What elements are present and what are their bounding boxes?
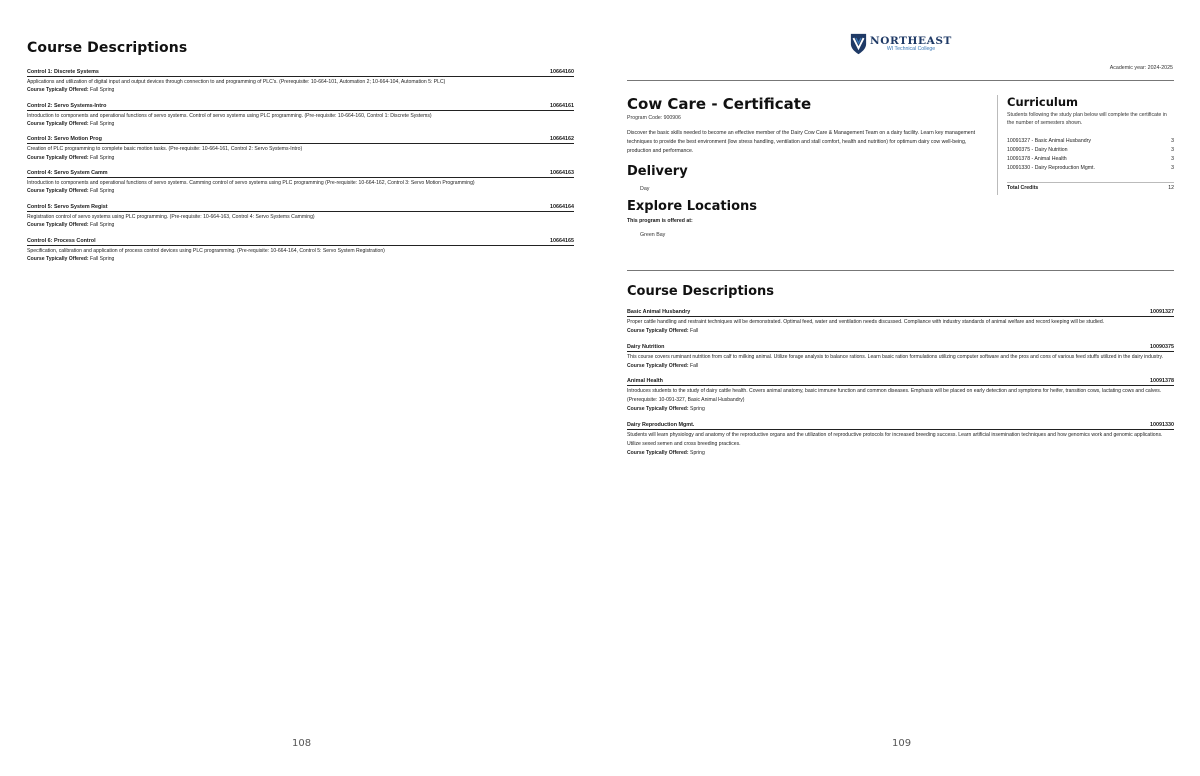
course-title: Control 6: Process Control: [27, 237, 96, 244]
course-offered: [627, 449, 1174, 457]
course-entry: [27, 103, 574, 128]
course-description: Introduction to components and operational functions of servo systems. Control of servo systems using PLC programming. (Pre-requisite: 10-664-160, Control 1: Discrete Systems): [27, 112, 432, 119]
course-description: Creation of PLC programming to complete basic motion tasks. (Pre-requisite: 10-664-161, Control 2: Servo Systems-Intro): [27, 146, 303, 153]
curriculum-course: 10090375 - Dairy Nutrition: [1007, 146, 1068, 153]
logo-wordmark: [870, 36, 952, 53]
page-number: 109: [892, 738, 912, 749]
offered-label: Course Typically Offered:: [627, 362, 689, 369]
course-offered: [27, 187, 574, 195]
course-title: Control 4: Servo System Camm: [27, 170, 108, 177]
program-code: Program Code: 900906: [627, 115, 681, 121]
course-code: 10664164: [550, 203, 574, 210]
course-header: [27, 204, 574, 212]
offered-terms: Spring: [690, 406, 705, 413]
curriculum-divider: [997, 95, 998, 195]
course-title: Basic Animal Husbandry: [627, 309, 691, 315]
offered-at-label: This program is offered at:: [627, 218, 693, 225]
course-header: [27, 170, 574, 178]
course-description: Applications and utilization of digital input and output devices through connection to and programming of PLC's. (Prerequisite: 10-664-101, Automation 2; 10-664-104, Automation 5: PLC): [27, 79, 446, 85]
curriculum-row: [1007, 155, 1174, 164]
delivery-heading: Delivery: [627, 164, 688, 180]
course-offered: [27, 221, 574, 229]
course-offered: [27, 255, 574, 263]
course-entry: [27, 170, 574, 195]
course-title: Control 5: Servo System Regist: [27, 203, 108, 210]
course-title: Control 1: Discrete Systems: [27, 69, 99, 75]
course-header: [27, 238, 574, 246]
offered-label: Course Typically Offered:: [27, 255, 89, 262]
left-section-heading: Course Descriptions: [27, 40, 188, 56]
total-credits-label: Total Credits: [1007, 184, 1039, 191]
curriculum-row: [1007, 146, 1174, 155]
section-rule: [627, 270, 1174, 271]
course-title: Animal Health: [627, 378, 663, 385]
curriculum-credits: 3: [1171, 146, 1174, 153]
delivery-value: Day: [640, 186, 650, 193]
offered-terms: Fall Spring: [90, 154, 115, 161]
curriculum-credits: 3: [1171, 164, 1174, 171]
course-description: Specification, calibration and application of process control devices using PLC programming. (Pre-requisite: 10-664-164, Control 5: Servo System Registration): [27, 247, 385, 254]
offered-terms: Fall Spring: [90, 87, 115, 94]
course-header: [27, 69, 574, 77]
course-code: 10664162: [550, 136, 574, 143]
curriculum-credits: 3: [1171, 155, 1174, 162]
curriculum-list: [1007, 137, 1174, 173]
course-offered: [27, 120, 574, 128]
offered-label: Course Typically Offered:: [27, 154, 89, 161]
offered-terms: Fall Spring: [90, 222, 115, 229]
shield-logo-icon: [850, 33, 867, 55]
offered-label: Course Typically Offered:: [627, 406, 689, 413]
course-entry: [627, 378, 1174, 413]
header-rule: [627, 80, 1174, 81]
course-code: 10090375: [1150, 343, 1174, 350]
curriculum-panel: [1007, 95, 1174, 191]
course-title: Dairy Nutrition: [627, 343, 665, 350]
offered-terms: Fall Spring: [90, 120, 115, 127]
left-course-list: [27, 69, 574, 263]
course-description: This course covers ruminant nutrition from calf to milking animal. Utilize forage analysis to balance rations. Learn basic ration formulations utilizing computer software and the pros and cons of various feed stuffs utilized in the dairy industry.: [627, 353, 1164, 360]
curriculum-credits: 3: [1171, 137, 1174, 144]
course-entry: [27, 204, 574, 229]
course-title: Control 2: Servo Systems-Intro: [27, 102, 107, 109]
right-course-list: [627, 309, 1174, 457]
course-header: [627, 309, 1174, 317]
course-code: 10664160: [550, 69, 574, 75]
course-code: 10664161: [550, 102, 574, 109]
course-offered: [627, 362, 1174, 370]
course-description: Introduces students to the study of dairy cattle health. Covers animal anatomy, basic immune function and common diseases. Emphasis will be placed on early detection and symptoms for heifer, transition cows, lactating cows and calves. (Prerequisite: 10-091-327, Basic Animal Husbandry): [627, 388, 1162, 404]
curriculum-course: 10091330 - Dairy Reproduction Mgmt.: [1007, 164, 1095, 171]
course-description: Proper cattle handling and restraint techniques will be demonstrated. Optimal feed, water and ventilation needs discussed. Compliance with industry standards of animal welfare and record keeping will be studied.: [627, 319, 1105, 325]
offered-label: Course Typically Offered:: [27, 87, 89, 94]
course-entry: [27, 136, 574, 161]
offered-terms: Fall Spring: [90, 188, 115, 195]
offered-label: Course Typically Offered:: [27, 120, 89, 127]
course-title: Dairy Reproduction Mgmt.: [627, 421, 695, 428]
course-offered: [627, 405, 1174, 413]
right-course-descriptions: [627, 284, 1174, 466]
college-logo: [850, 31, 960, 57]
logo-name: NORTHEAST: [870, 34, 952, 47]
offered-terms: Fall: [690, 362, 699, 369]
curriculum-course: 10091327 - Basic Animal Husbandry: [1007, 137, 1091, 144]
course-title: Control 3: Servo Motion Prog: [27, 136, 102, 143]
logo-subtitle: WI Technical College: [886, 46, 936, 53]
course-entry: [27, 69, 574, 94]
course-entry: [27, 238, 574, 263]
course-entry: [627, 344, 1174, 370]
program-title: Cow Care - Certificate: [627, 95, 812, 113]
course-offered: [27, 86, 574, 94]
offered-terms: Spring: [690, 450, 705, 457]
program-description: Discover the basic skills needed to become an effective member of the Dairy Cow Care & Management Team on a dairy facility. Learn key management techniques to provide the best environment (low stress handling, ventilation and stall comfort, health and nutrition) for optimum dairy cow well-being, production and performance.: [627, 130, 976, 154]
course-code: 10091378: [1150, 378, 1174, 385]
offered-label: Course Typically Offered:: [627, 328, 689, 335]
course-header: [27, 136, 574, 144]
total-credits-value: 12: [1168, 184, 1174, 191]
course-code: 10664163: [550, 170, 574, 177]
offered-label: Course Typically Offered:: [627, 450, 689, 457]
program-overview: [627, 95, 992, 238]
page-number: 108: [292, 738, 312, 749]
course-offered: [627, 327, 1174, 335]
locations-heading: Explore Locations: [627, 199, 757, 215]
offered-terms: Fall Spring: [90, 255, 115, 262]
right-section-heading: Course Descriptions: [627, 284, 775, 299]
course-offered: [27, 154, 574, 162]
course-header: [27, 103, 574, 111]
curriculum-heading: Curriculum: [1007, 95, 1079, 109]
course-code: 10091330: [1150, 421, 1174, 428]
course-code: 10091327: [1150, 309, 1174, 315]
course-header: [627, 422, 1174, 430]
location-value: Green Bay: [640, 232, 666, 239]
offered-terms: Fall: [690, 328, 699, 335]
course-entry: [627, 422, 1174, 457]
course-header: [627, 378, 1174, 386]
offered-label: Course Typically Offered:: [27, 222, 89, 229]
curriculum-intro: Students following the study plan below will complete the certificate in the number of semesters shown.: [1007, 112, 1167, 127]
curriculum-row: [1007, 137, 1174, 146]
course-header: [627, 344, 1174, 352]
course-entry: [627, 309, 1174, 335]
left-course-descriptions: [27, 40, 574, 271]
course-description: Students will learn physiology and anatomy of the reproductive organs and the utilization of reproductive protocols for increased breeding success. Learn artificial insemination techniques and how genomics work and genomic applications. Utilize sexed semen and cross breeding practices.: [627, 431, 1163, 447]
offered-label: Course Typically Offered:: [27, 188, 89, 195]
academic-year: Academic year: 2024-2025: [1109, 65, 1173, 71]
course-description: Registration control of servo systems using PLC programming. (Pre-requisite: 10-664-163, Control 4: Servo Systems Camming): [27, 213, 315, 220]
curriculum-course: 10091378 - Animal Health: [1007, 155, 1067, 162]
curriculum-row: [1007, 164, 1174, 173]
course-description: Introduction to components and operational functions of servo systems. Camming control of servo systems using PLC programming (Pre-requisite: 10-664-162, Control 3: Servo Motion Programming): [27, 180, 475, 187]
curriculum-total: [1007, 182, 1174, 191]
course-code: 10664165: [550, 237, 574, 244]
